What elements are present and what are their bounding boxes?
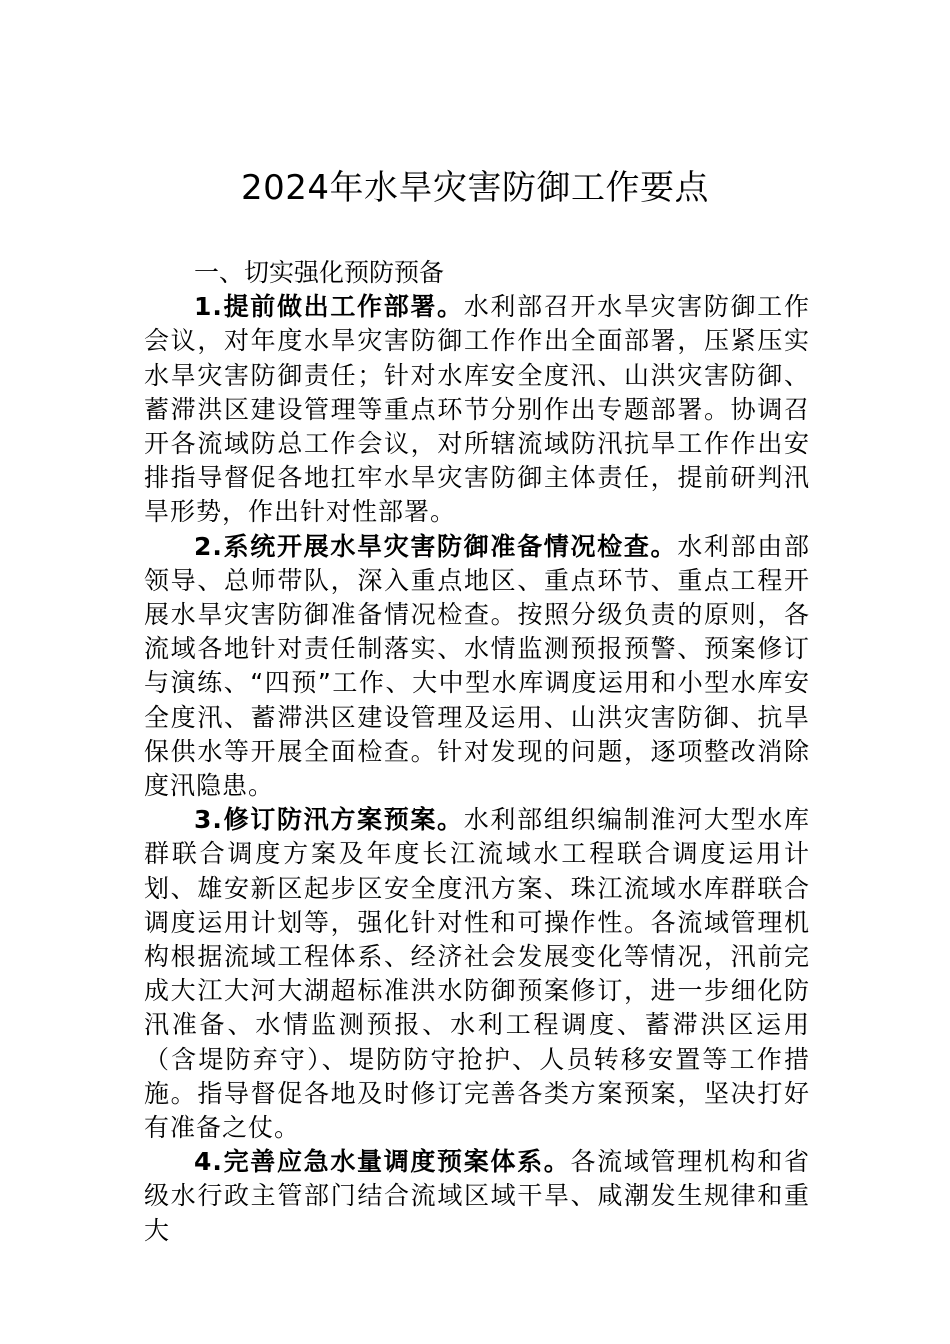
section-heading: 一、切实强化预防预备 xyxy=(194,258,445,287)
paragraph-lead: 2.系统开展水旱灾害防御准备情况检查。 xyxy=(194,531,678,561)
paragraph-1 xyxy=(144,290,810,529)
paragraph-text: 水利部召开水旱灾害防御工作会议，对年度水旱灾害防御工作作出全面部署，压紧压实水旱灾害防御责任；针对水库安全度汛、山洪灾害防御、蓄滞洪区建设管理等重点环节分别作出专题部署。协调召开各流域防总工作会议，对所辖流域防汛抗旱工作作出安排指导督促各地扛牢水旱灾害防御主体责任，提前研判汛旱形势，作出针对性部署。 xyxy=(144,292,810,527)
paragraph-lead: 3.修订防汛方案预案。 xyxy=(194,805,464,835)
paragraph-2 xyxy=(144,530,810,804)
paragraph-text: 水利部组织编制淮河大型水库群联合调度方案及年度长江流域水工程联合调度运用计划、雄安新区起步区安全度汛方案、珠江流域水库群联合调度运用计划等，强化针对性和可操作性。各流域管理机构根据流域工程体系、经济社会发展变化等情况，汛前完成大江大河大湖超标准洪水防御预案修订，进一步细化防汛准备、水情监测预报、水利工程调度、蓄滞洪区运用（含堤防弃守）、堤防防守抢护、人员转移安置等工作措施。指导督促各地及时修订完善各类方案预案，坚决打好有准备之仗。 xyxy=(144,805,810,1143)
paragraph-text: 各流域管理机构和省级水行政主管部门结合流域区域干旱、咸潮发生规律和重大 xyxy=(144,1147,810,1245)
document-title: 2024年水旱灾害防御工作要点 xyxy=(240,168,710,208)
document-body xyxy=(144,256,810,1248)
paragraph-3 xyxy=(144,803,810,1145)
paragraph-4 xyxy=(144,1145,810,1248)
paragraph-lead: 1.提前做出工作部署。 xyxy=(194,292,464,322)
paragraph-lead: 4.完善应急水量调度预案体系。 xyxy=(194,1147,571,1177)
paragraph-text: 水利部由部领导、总师带队，深入重点地区、重点环节、重点工程开展水旱灾害防御准备情况检查。按照分级负责的原则，各流域各地针对责任制落实、水情监测预报预警、预案修订与演练、“四预”工作、大中型水库调度运用和小型水库安全度汛、蓄滞洪区建设管理及运用、山洪灾害防御、抗旱保供水等开展全面检查。针对发现的问题，逐项整改消除度汛隐患。 xyxy=(144,531,810,801)
